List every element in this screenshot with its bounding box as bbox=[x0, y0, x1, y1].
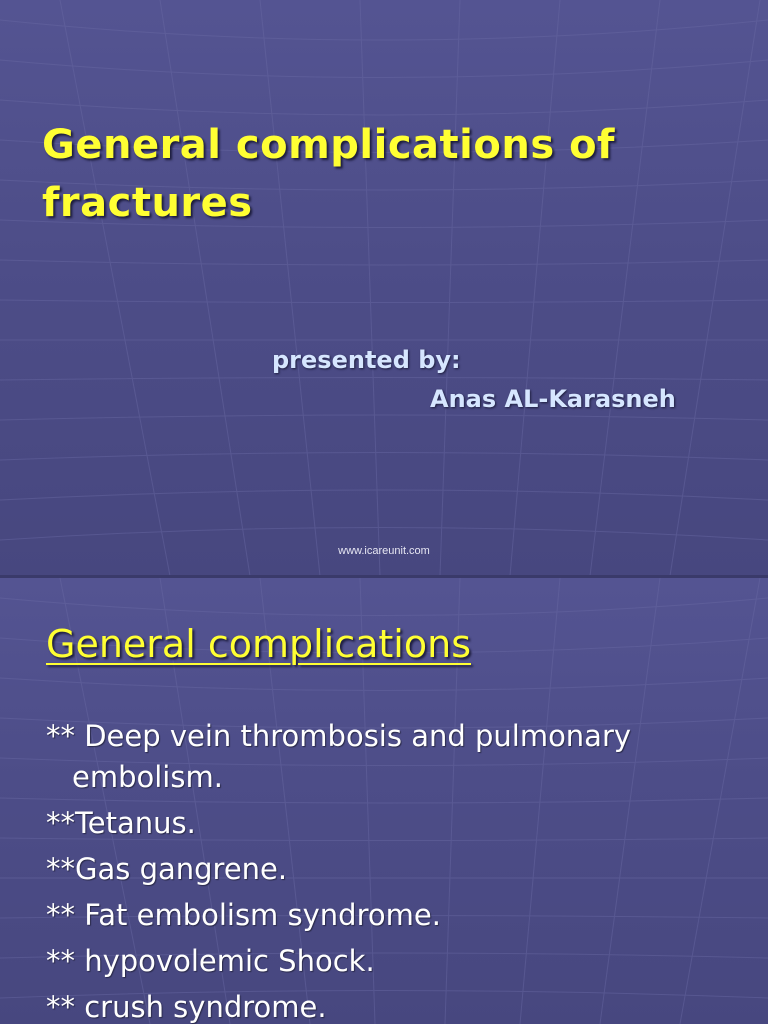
list-item: **Gas gangrene. bbox=[46, 852, 288, 886]
complications-list bbox=[46, 716, 736, 1024]
watermark-url: www.icareunit.com bbox=[338, 545, 430, 557]
slide-title: General complications of fractures bbox=[42, 122, 615, 226]
list-item: **Tetanus. bbox=[46, 806, 196, 840]
slide-heading: General complications bbox=[46, 622, 471, 666]
list-item: ** hypovolemic Shock. bbox=[46, 944, 375, 978]
list-item: ** Fat embolism syndrome. bbox=[46, 898, 441, 932]
slide-2 bbox=[0, 578, 768, 1024]
presenter-name: Anas AL-Karasneh bbox=[430, 385, 676, 413]
list-item: ** Deep vein thrombosis and pulmonary embolism. bbox=[46, 719, 632, 794]
presenter-label: presented by: bbox=[272, 346, 461, 374]
list-item: ** crush syndrome. bbox=[46, 990, 327, 1024]
